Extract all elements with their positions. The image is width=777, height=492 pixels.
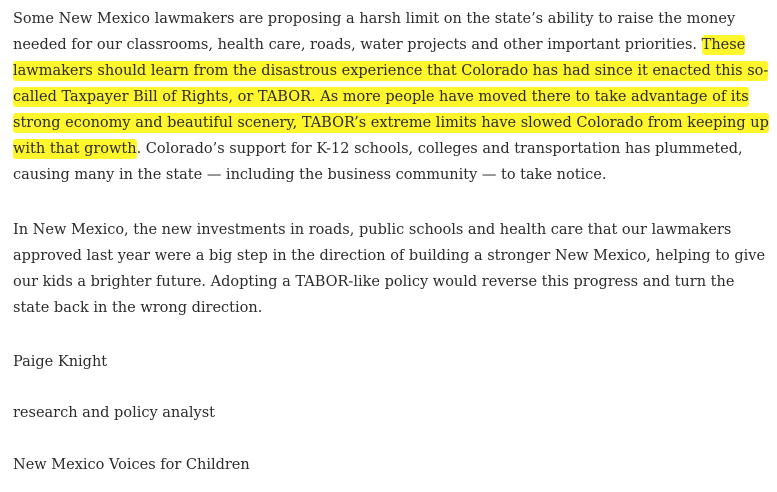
signature-title: research and policy analyst [13, 405, 215, 421]
signature-name: Paige Knight [13, 354, 108, 370]
paragraph-1 [13, 6, 773, 188]
paragraph-1-rest: . Colorado’s support for K-12 schools, colleges and transportation has plummeted, causing many in the state — including the business community — to take notice. [13, 141, 743, 183]
paragraph-1-intro: Some New Mexico lawmakers are proposing a harsh limit on the state’s ability to raise the money needed for our classrooms, health care, roads, water projects and other important priorities. [13, 11, 736, 53]
paragraph-2: In New Mexico, the new investments in roads, public schools and health care that our lawmakers approved last year were a big step in the direction of building a stronger New Mexico, helping to give our kids a brighter future. Adopting a TABOR-like policy would reverse this progress and turn the state back in the wrong direction. [13, 222, 766, 316]
signature-organization: New Mexico Voices for Children [13, 457, 250, 473]
highlighted-passage: These lawmakers should learn from the disastrous experience that Colorado has had since it enacted this so-called Taxpayer Bill of Rights, or TABOR. As more people have moved there to take advantage of its strong economy and beautiful scenery, TABOR’s extreme limits have slowed Colorado from keeping up with that growth [13, 37, 769, 157]
